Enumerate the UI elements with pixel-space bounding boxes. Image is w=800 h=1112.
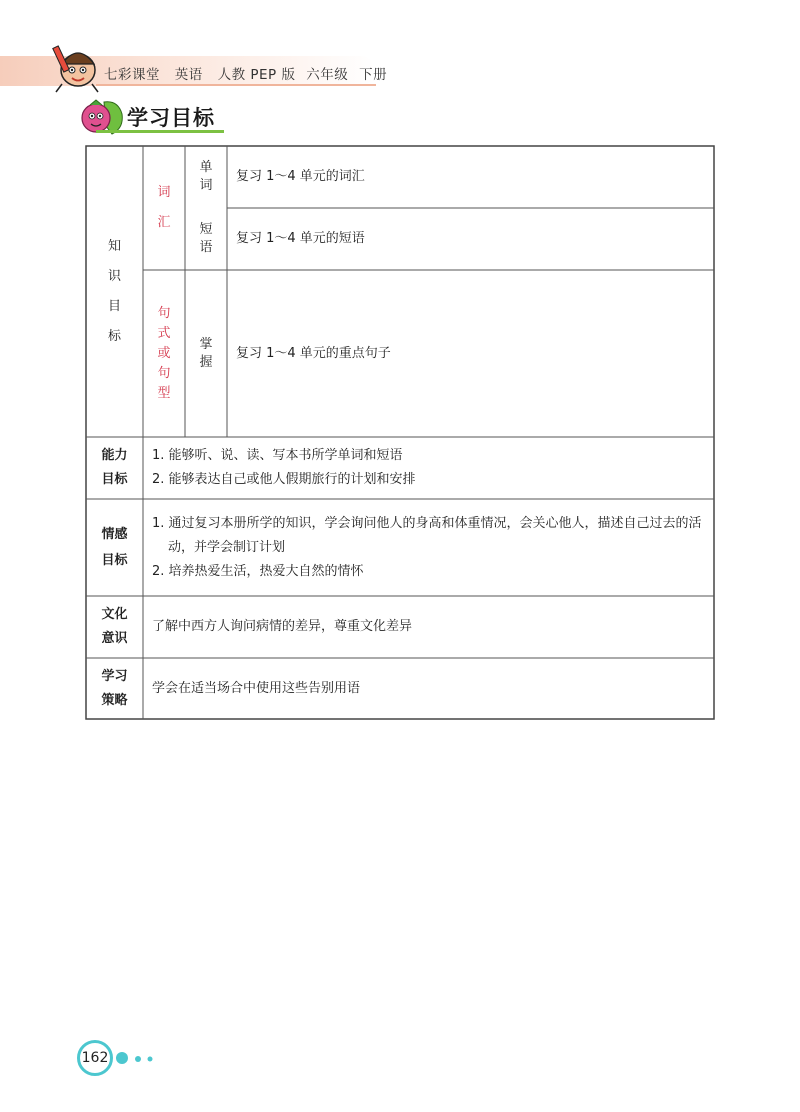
header-edition: 人教 PEP 版 <box>217 67 296 83</box>
phrase-label <box>185 208 227 270</box>
knowledge-objective-label <box>86 146 143 437</box>
header-grade: 六年级 <box>306 67 349 83</box>
list-item: 1. 能够听、说、读、写本书所学单词和短语 <box>152 448 403 463</box>
ability-objective-content <box>152 437 707 499</box>
learning-strategy-text: 学会在适当场合中使用这些告别用语 <box>152 680 361 696</box>
phrase-objective-text: 复习 1～4 单元的短语 <box>236 231 365 246</box>
ability-label-line1: 能力 <box>101 448 128 463</box>
emotion-objective-list <box>152 512 707 584</box>
ability-objective-label <box>86 437 143 499</box>
emotion-label-line2: 目标 <box>101 552 128 568</box>
sentence-objective <box>236 270 706 437</box>
list-item: 1. 通过复习本册所学的知识，学会询问他人的身高和体重情况，会关心他人，描述自己过去的活动，并学会制订计划 <box>152 515 702 555</box>
word-objective <box>236 146 706 208</box>
culture-awareness-content <box>152 596 707 658</box>
section-title: 学习目标 <box>127 106 215 130</box>
sentence-pattern-label <box>143 270 185 437</box>
header-volume: 下册 <box>359 67 388 83</box>
ability-label-line2: 目标 <box>101 472 128 487</box>
culture-label-line1: 文化 <box>101 607 128 622</box>
emotion-label-line1: 情感 <box>101 526 128 542</box>
section-title-underline <box>96 130 224 133</box>
culture-awareness-label <box>86 596 143 658</box>
phrase-objective <box>236 208 706 270</box>
culture-label-line2: 意识 <box>101 631 128 646</box>
culture-awareness-text: 了解中西方人询问病情的差异，尊重文化差异 <box>152 619 413 634</box>
strategy-label-line1: 学习 <box>101 668 128 684</box>
page-number: 162 <box>77 1040 113 1076</box>
phrase-label-text: 短语 <box>199 222 213 255</box>
header-rule <box>96 84 376 86</box>
list-item: 2. 能够表达自己或他人假期旅行的计划和安排 <box>152 472 416 487</box>
header-subject: 英语 <box>174 67 203 83</box>
word-objective-text: 复习 1～4 单元的词汇 <box>236 169 365 184</box>
word-label-text: 单词 <box>199 160 213 193</box>
list-item: 2. 培养热爱生活，热爱大自然的情怀 <box>152 563 364 579</box>
strategy-label-line2: 策略 <box>101 692 128 708</box>
header-title <box>104 63 397 83</box>
vocab-label-text: 词汇 <box>157 185 171 230</box>
learning-strategy-label <box>86 658 143 719</box>
master-label <box>185 270 227 437</box>
vocab-label <box>143 146 185 270</box>
header-series: 七彩课堂 <box>104 67 160 83</box>
sentence-pattern-label-text: 句式或句型 <box>157 305 171 401</box>
emotion-objective-content <box>152 499 707 596</box>
page-dots-icon <box>114 1050 164 1066</box>
knowledge-objective-text: 知识目标 <box>107 238 121 344</box>
mascot-pencil-icon <box>48 36 106 94</box>
sentence-objective-text: 复习 1～4 单元的重点句子 <box>236 345 391 361</box>
emotion-objective-label <box>86 499 143 596</box>
master-label-text: 掌握 <box>199 336 213 370</box>
word-label <box>185 146 227 208</box>
ability-objective-list <box>152 444 416 492</box>
learning-strategy-content <box>152 658 707 719</box>
